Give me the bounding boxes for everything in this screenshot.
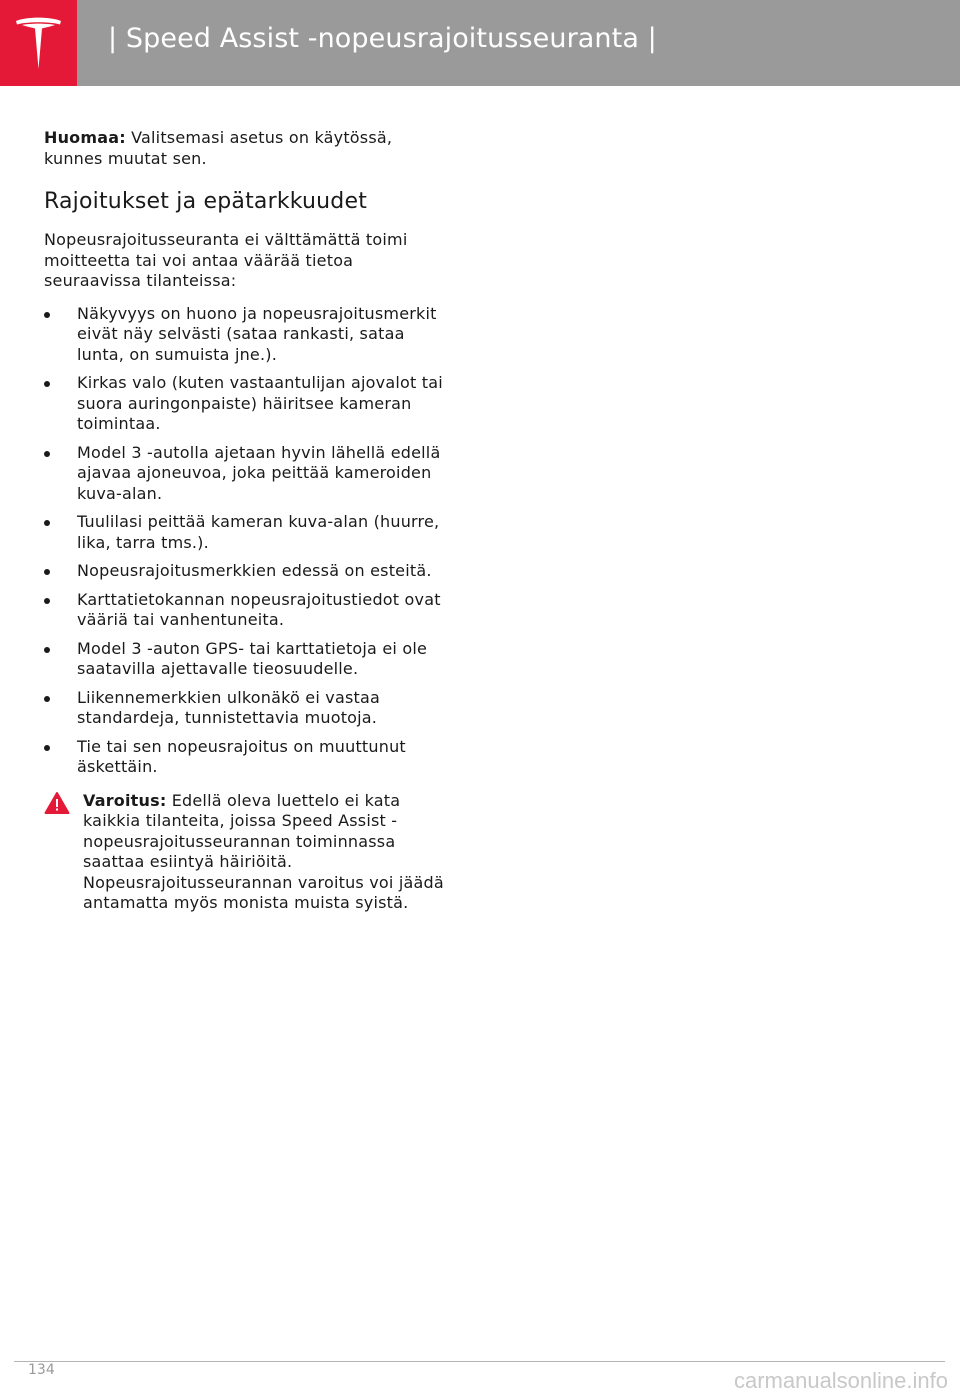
list-item bbox=[44, 373, 444, 435]
limitations-list bbox=[44, 304, 444, 778]
watermark: carmanualsonline.info bbox=[733, 1368, 948, 1393]
list-item-text: Näkyvyys on huono ja nopeusrajoitusmerkit eivät näy selvästi (sataa rankasti, sataa lunta, on sumuista jne.). bbox=[77, 303, 437, 364]
page-header bbox=[0, 0, 960, 86]
list-item-text: Kirkas valo (kuten vastaantulijan ajovalot tai suora auringonpaiste) häiritsee kameran toimintaa. bbox=[77, 373, 443, 433]
list-item bbox=[44, 737, 444, 778]
intro-paragraph: Nopeusrajoitusseuranta ei välttämättä toimi moitteetta tai voi antaa väärää tietoa seuraavissa tilanteissa: bbox=[44, 230, 408, 290]
list-item bbox=[44, 561, 444, 582]
list-item-text: Nopeusrajoitusmerkkien edessä on esteitä. bbox=[77, 561, 432, 580]
list-item-text: Tuulilasi peittää kameran kuva-alan (huurre, lika, tarra tms.). bbox=[77, 512, 440, 552]
warning-triangle-icon bbox=[44, 791, 70, 815]
bullet-icon bbox=[44, 598, 50, 604]
bullet-icon bbox=[44, 451, 50, 457]
bullet-icon bbox=[44, 647, 50, 653]
warning-callout bbox=[44, 791, 444, 914]
page-number: 134 bbox=[28, 1362, 55, 1378]
section-heading: Rajoitukset ja epätarkkuudet bbox=[44, 189, 368, 214]
list-item bbox=[44, 512, 444, 553]
bullet-icon bbox=[44, 381, 50, 387]
list-item bbox=[44, 590, 444, 631]
footer-divider bbox=[14, 1361, 945, 1362]
note-text: Valitsemasi asetus on käytössä, kunnes muutat sen. bbox=[44, 128, 393, 168]
list-item-text: Karttatietokannan nopeusrajoitustiedot ovat vääriä tai vanhentuneita. bbox=[77, 589, 441, 629]
page-title: | Speed Assist -nopeusrajoitusseuranta | bbox=[108, 23, 657, 54]
note-paragraph bbox=[44, 128, 444, 169]
brand-logo bbox=[0, 0, 77, 86]
bullet-icon bbox=[44, 520, 50, 526]
bullet-icon bbox=[44, 312, 50, 318]
list-item bbox=[44, 304, 444, 366]
tesla-logo-icon bbox=[14, 15, 63, 70]
list-item-text: Tie tai sen nopeusrajoitus on muuttunut äskettäin. bbox=[77, 736, 406, 776]
list-item-text: Model 3 -auton GPS- tai karttatietoja ei ole saatavilla ajettavalle tieosuudelle. bbox=[77, 638, 428, 678]
list-item-text: Liikennemerkkien ulkonäkö ei vastaa standardeja, tunnistettavia muotoja. bbox=[77, 687, 380, 727]
list-item bbox=[44, 639, 444, 680]
list-item bbox=[44, 443, 444, 505]
list-item-text: Model 3 -autolla ajetaan hyvin lähellä edellä ajavaa ajoneuvoa, joka peittää kameroiden kuva-alan. bbox=[77, 442, 441, 503]
list-item bbox=[44, 688, 444, 729]
bullet-icon bbox=[44, 745, 50, 751]
warning-label: Varoitus: bbox=[83, 790, 167, 810]
bullet-icon bbox=[44, 696, 50, 702]
warning-text: Edellä oleva luettelo ei kata kaikkia tilanteita, joissa Speed Assist -nopeusrajoitusseurannan toiminnassa saattaa esiintyä häiriöitä. Nopeusrajoitusseurannan varoitus voi jäädä antamatta myös monista muista syistä. bbox=[83, 790, 444, 912]
note-label: Huomaa: bbox=[44, 128, 126, 147]
main-content bbox=[44, 128, 444, 914]
bullet-icon bbox=[44, 569, 50, 575]
